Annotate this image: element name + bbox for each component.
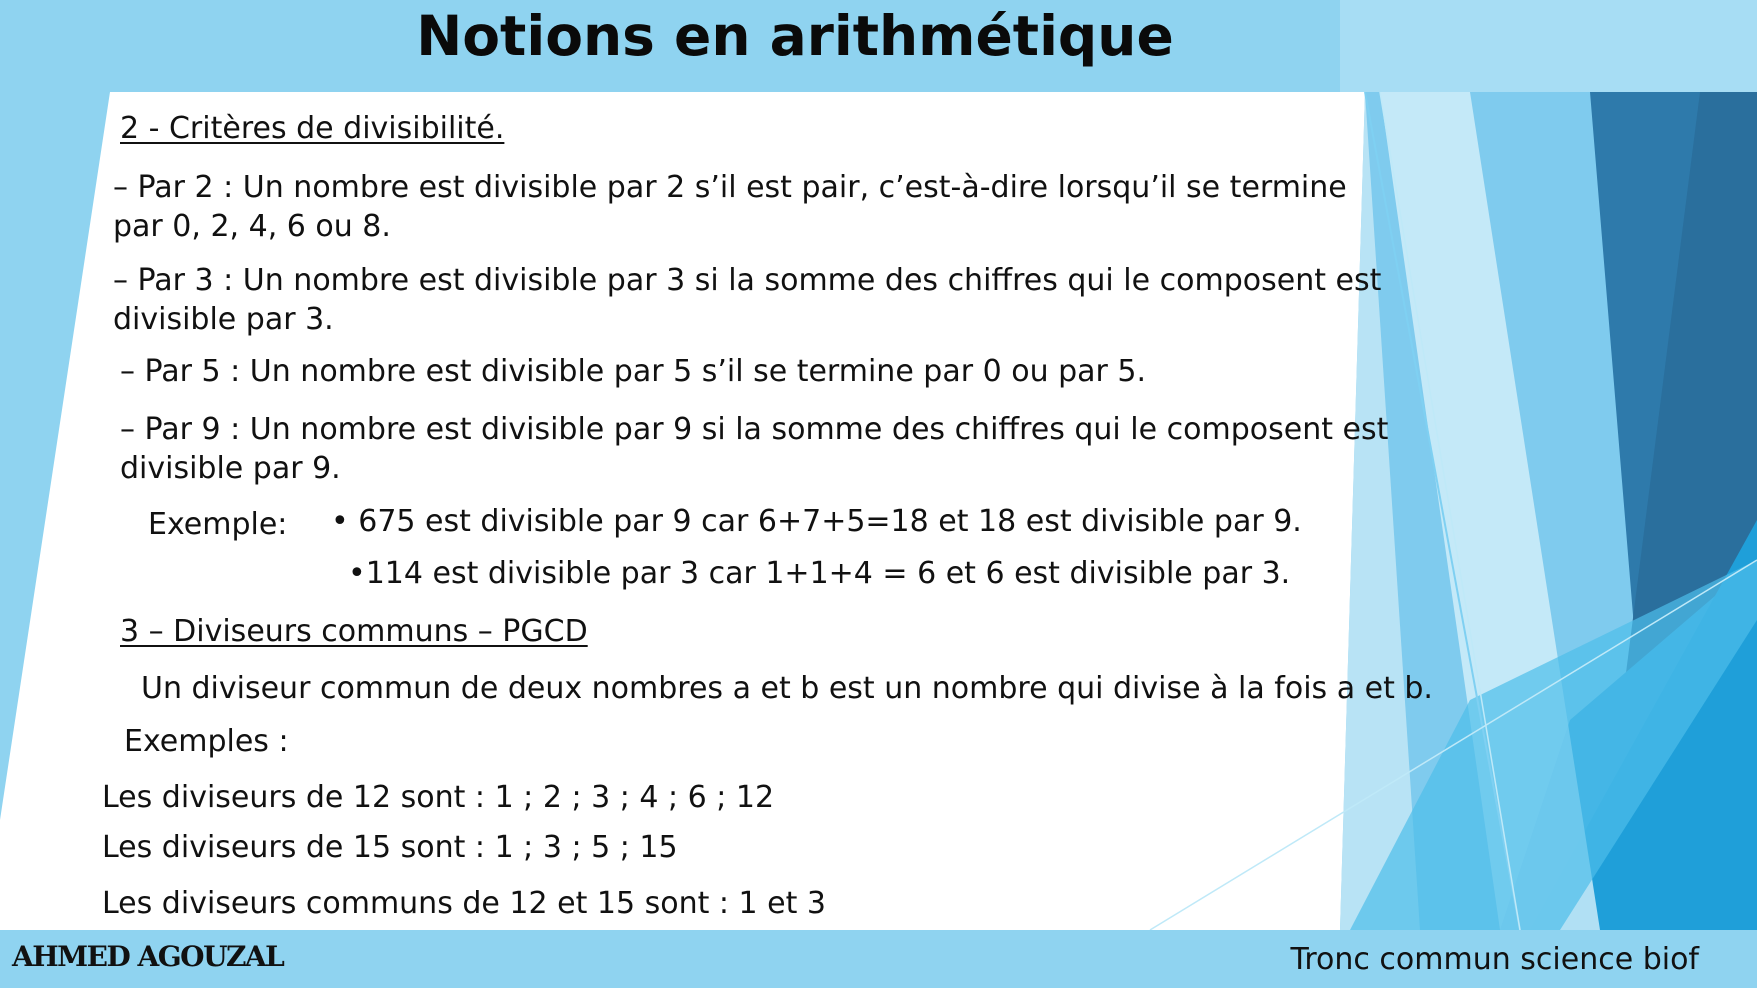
- par2-line2: par 0, 2, 4, 6 ou 8.: [113, 209, 391, 244]
- divisors-of-15: Les diviseurs de 15 sont : 1 ; 3 ; 5 ; 15: [102, 830, 678, 865]
- section3-heading: 3 – Diviseurs communs – PGCD: [120, 614, 588, 649]
- common-divisors: Les diviseurs communs de 12 et 15 sont : 1 et 3: [102, 886, 826, 921]
- slide-title: Notions en arithmétique: [416, 4, 1174, 68]
- author-name: AHMED AGOUZAL: [12, 940, 284, 973]
- par3-line2: divisible par 3.: [113, 302, 334, 337]
- pgcd-definition: Un diviseur commun de deux nombres a et b est un nombre qui divise à la fois a et b.: [141, 671, 1433, 706]
- divisors-of-12: Les diviseurs de 12 sont : 1 ; 2 ; 3 ; 4 ; 6 ; 12: [102, 780, 775, 815]
- course-name: Tronc commun science biof: [1290, 942, 1699, 977]
- section2-heading: 2 - Critères de divisibilité.: [120, 111, 505, 146]
- examples-label: Exemples :: [124, 724, 289, 759]
- par3-line1: – Par 3 : Un nombre est divisible par 3 si la somme des chiffres qui le composent est: [113, 263, 1382, 298]
- par9-line2: divisible par 9.: [120, 451, 341, 486]
- par2-line1: – Par 2 : Un nombre est divisible par 2 s’il est pair, c’est-à-dire lorsqu’il se termine: [113, 170, 1347, 205]
- par9-line1: – Par 9 : Un nombre est divisible par 9 si la somme des chiffres qui le composent est: [120, 412, 1389, 447]
- example-line2: •114 est divisible par 3 car 1+1+4 = 6 et 6 est divisible par 3.: [348, 556, 1291, 591]
- example-label: Exemple:: [148, 507, 288, 542]
- par5-line1: – Par 5 : Un nombre est divisible par 5 s’il se termine par 0 ou par 5.: [120, 354, 1147, 389]
- example-line1: • 675 est divisible par 9 car 6+7+5=18 et 18 est divisible par 9.: [331, 504, 1302, 539]
